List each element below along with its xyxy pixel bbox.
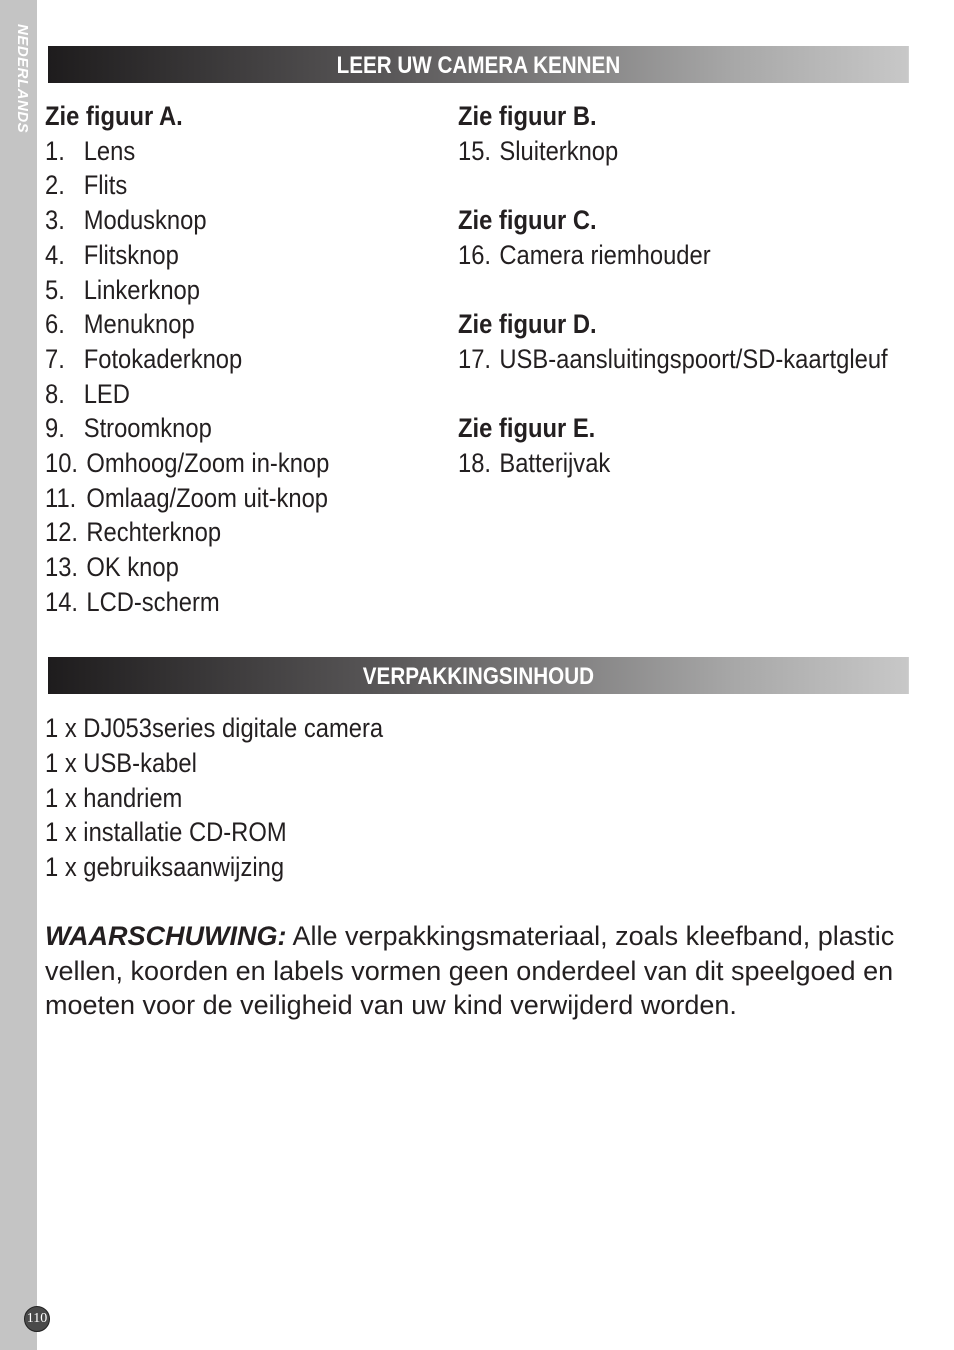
item-label: Lens xyxy=(83,135,136,166)
item-number: 6. xyxy=(45,309,65,340)
figure-heading: Zie figuur D. xyxy=(458,309,597,340)
section-title: VERPAKKINGSINHOUD xyxy=(362,662,595,690)
page-number: 110 xyxy=(24,1306,50,1332)
list-item xyxy=(45,585,368,620)
list-item xyxy=(458,238,946,273)
list-item xyxy=(45,238,368,273)
item-number: 15. xyxy=(458,135,492,166)
section-header-contents xyxy=(48,657,909,694)
contents-item: 1 x gebruiksaanwijzing xyxy=(45,852,285,883)
section-title: LEER UW CAMERA KENNEN xyxy=(336,51,621,79)
item-label: Sluiterknop xyxy=(499,135,619,166)
list-item xyxy=(45,307,368,342)
contents-item: 1 x DJ053series digitale camera xyxy=(45,713,384,743)
item-label: Stroomknop xyxy=(83,413,212,444)
figure-heading: Zie figuur A. xyxy=(45,101,183,131)
item-label: OK knop xyxy=(86,552,179,583)
item-number: 11. xyxy=(45,482,77,513)
item-number: 2. xyxy=(45,170,65,201)
list-item xyxy=(458,134,946,169)
list-item xyxy=(45,203,368,238)
list-item xyxy=(45,411,368,446)
list-item xyxy=(45,515,368,550)
list-item xyxy=(45,342,368,377)
item-number: 9. xyxy=(45,413,65,444)
contents-item: 1 x USB-kabel xyxy=(45,747,197,778)
list-item xyxy=(458,342,946,377)
figure-a-list xyxy=(45,99,368,620)
item-label: USB-aansluitingspoort/SD-kaartgleuf xyxy=(499,343,888,374)
item-label: LCD-scherm xyxy=(86,586,220,617)
list-item xyxy=(45,377,368,412)
item-label: Fotokaderknop xyxy=(83,343,243,374)
parts-list xyxy=(45,134,368,620)
item-label: Menuknop xyxy=(83,309,195,340)
item-number: 10. xyxy=(45,448,79,479)
list-item xyxy=(45,168,368,203)
item-label: LED xyxy=(83,378,130,409)
item-label: Flitsknop xyxy=(83,239,179,270)
list-item xyxy=(45,134,368,169)
warning-text: Alle verpakkingsmateriaal, zoals kleefband, plastic vellen, koorden en labels vormen geen onderdeel van dit speelgoed en moeten voor de veiligheid van uw kind verwijderd worden. xyxy=(45,921,895,1021)
item-label: Flits xyxy=(83,170,128,201)
side-strip xyxy=(0,0,37,1350)
item-number: 4. xyxy=(45,239,65,270)
list-item xyxy=(45,446,368,481)
list-item xyxy=(45,481,368,516)
list-item xyxy=(45,273,368,308)
contents-item: 1 x installatie CD-ROM xyxy=(45,817,287,848)
item-number: 7. xyxy=(45,343,65,374)
item-number: 5. xyxy=(45,274,65,305)
language-label: NEDERLANDS xyxy=(14,24,31,134)
item-number: 13. xyxy=(45,552,79,583)
item-number: 18. xyxy=(458,447,492,478)
item-label: Linkerknop xyxy=(83,274,200,305)
item-number: 8. xyxy=(45,378,65,409)
item-number: 3. xyxy=(45,205,65,236)
package-contents-list xyxy=(45,711,429,885)
figure-heading: Zie figuur E. xyxy=(458,413,596,444)
item-label: Rechterknop xyxy=(86,517,222,548)
figure-heading: Zie figuur C. xyxy=(458,205,597,236)
item-number: 16. xyxy=(458,239,492,270)
item-label: Batterijvak xyxy=(499,447,611,478)
figure-b-e-list xyxy=(458,99,946,481)
item-label: Omlaag/Zoom uit-knop xyxy=(86,482,329,513)
figure-heading: Zie figuur B. xyxy=(458,101,597,131)
item-label: Omhoog/Zoom in-knop xyxy=(86,448,330,479)
item-number: 17. xyxy=(458,343,492,374)
section-header-camera xyxy=(48,46,909,83)
contents-item: 1 x handriem xyxy=(45,782,183,813)
item-label: Camera riemhouder xyxy=(499,239,711,270)
item-number: 12. xyxy=(45,517,79,548)
item-number: 14. xyxy=(45,586,79,617)
list-item xyxy=(45,550,368,585)
item-label: Modusknop xyxy=(83,205,207,236)
list-item xyxy=(458,446,946,481)
warning-paragraph xyxy=(45,919,895,1023)
item-number: 1. xyxy=(45,135,65,166)
warning-label: WAARSCHUWING: xyxy=(45,921,287,951)
